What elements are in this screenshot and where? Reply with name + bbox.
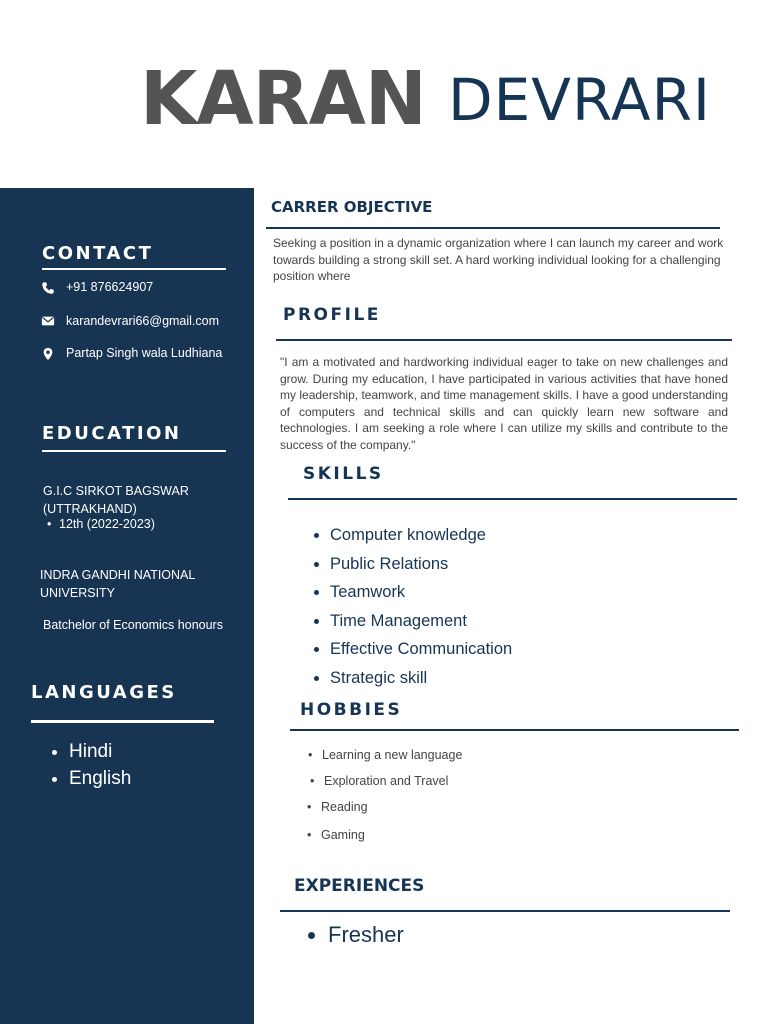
- contact-divider: [42, 268, 226, 270]
- hobby-item: • Reading: [321, 800, 461, 814]
- profile-text: "I am a motivated and hardworking individual eager to take on new challenges and grow. During my education, I have participated in various activities that have honed my leadership, teamwork, and time management skills. I have a good understanding of computers and technical skills and can quickly learn new software and technologies. I am seeking a role where I can utilize my skills and contribute to the success of the company.": [280, 355, 728, 452]
- hobby-item: • Exploration and Travel: [324, 774, 464, 788]
- education-divider: [42, 450, 226, 452]
- skill-item: • Public Relations: [330, 550, 512, 579]
- languages-divider: [31, 720, 214, 723]
- skills-heading: SKILLS: [303, 464, 384, 484]
- email-icon: [41, 314, 55, 333]
- language-item: • Hindi: [69, 738, 131, 765]
- hobby-item: • Learning a new language: [322, 748, 462, 762]
- hobby-item: • Gaming: [321, 828, 461, 842]
- skills-list: [312, 521, 512, 693]
- school-1-name-line1: G.I.C SIRKOT BAGSWAR: [43, 484, 189, 498]
- objective-heading: CARRER OBJECTIVE: [271, 198, 433, 216]
- education-school-1: [43, 482, 189, 518]
- profile-heading: PROFILE: [283, 305, 381, 325]
- phone-icon: [41, 281, 55, 300]
- objective-divider: [266, 227, 720, 229]
- objective-text: Seeking a position in a dynamic organization where I can launch my career and work towards building a strong skill set. A hard working individual looking for a challenging position where: [273, 236, 724, 283]
- experiences-list: [302, 922, 404, 948]
- language-item: • English: [69, 765, 131, 792]
- contact-heading: CONTACT: [42, 243, 154, 264]
- skill-item: • Effective Communication: [330, 635, 512, 664]
- location-icon: [41, 347, 55, 366]
- education-heading: EDUCATION: [42, 423, 182, 444]
- education-school-2: [40, 566, 195, 602]
- languages-heading: LANGUAGES: [31, 682, 177, 703]
- school-2-name-line1: INDRA GANDHI NATIONAL: [40, 568, 196, 582]
- school-2-detail: Batchelor of Economics honours: [43, 618, 223, 632]
- contact-email: karandevrari66@gmail.com: [66, 314, 220, 328]
- contact-phone: +91 876624907: [66, 280, 154, 294]
- profile-divider: [276, 339, 732, 341]
- languages-list: [31, 738, 131, 792]
- school-1-bullet: •: [47, 517, 52, 531]
- skill-item: • Computer knowledge: [330, 521, 512, 550]
- hobbies-divider: [290, 729, 739, 731]
- hobbies-heading: HOBBIES: [300, 700, 403, 720]
- skill-item: • Time Management: [330, 607, 512, 636]
- experience-item: • Fresher: [328, 922, 404, 948]
- last-name: DEVRARI: [448, 66, 712, 134]
- first-name: KARAN: [140, 56, 426, 142]
- experiences-divider: [280, 910, 730, 912]
- school-1-detail: 12th (2022-2023): [59, 517, 155, 531]
- skill-item: • Teamwork: [330, 578, 512, 607]
- school-1-name-line2: (UTTRAKHAND): [43, 502, 137, 516]
- contact-address: Partap Singh wala Ludhiana: [66, 346, 223, 360]
- skill-item: • Strategic skill: [330, 664, 512, 693]
- school-2-name-line2: UNIVERSITY: [40, 586, 116, 600]
- hobbies-list: [304, 748, 462, 842]
- experiences-heading: EXPERIENCES: [294, 876, 425, 896]
- skills-divider: [288, 498, 737, 500]
